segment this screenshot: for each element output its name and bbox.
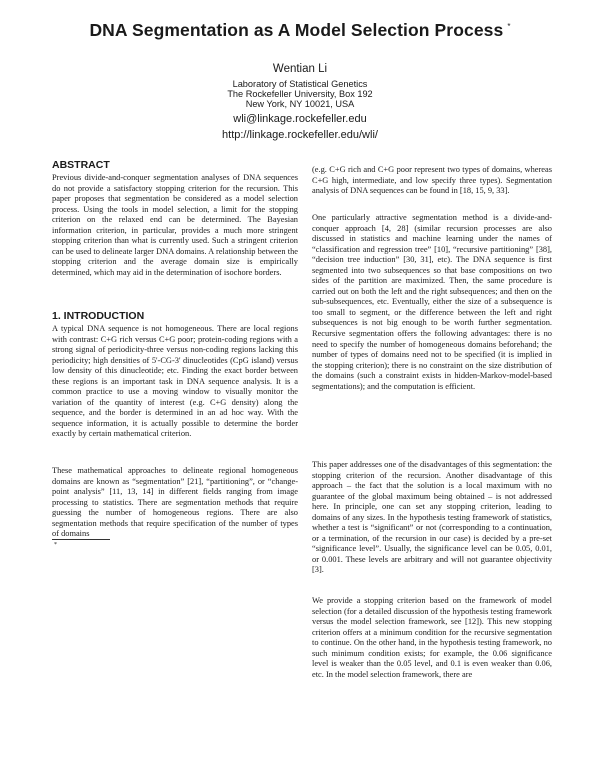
intro-paragraph-2: These mathematical approaches to delineate regional homogeneous domains are known as “segmentation” [21], “partitioning”, or “change-point analysis” [11, 13, 14] in different fields ranging from image processing to statistics. There are segmentation methods that require guessing the number of homogeneous regions. There are also segmentation methods that require specification of the number of types of domains xyxy=(52,466,298,539)
author-email[interactable]: wli@linkage.rockefeller.edu xyxy=(233,113,367,125)
right-paragraph-4: We provide a stopping criterion based on the framework of model selection (for a detailed discussion of the hypothesis testing framework versus the model selection framework, see [12]). This new stopping criterion offers at a minimum condition for the recursive segmentation to continue. On the other hand, in the hypothesis testing framework, no such minimum condition exists; for example, the 0.06 significance level is weaker than the 0.05 level, and 0.1 is even weaker than 0.06, etc. In the model selection framework, there are xyxy=(312,596,552,679)
footnote-mark: * xyxy=(54,542,57,548)
intro-heading: 1. INTRODUCTION xyxy=(52,310,145,322)
footnote-rule xyxy=(52,539,110,540)
right-paragraph-2: One particularly attractive segmentation method is a divide-and-conquer approach [4, 28] (similar recursion processes are also discussed in statistics and machine learning under the names of “classification and regression tree” [10], “recursive partitioning” [38], “decision tree induction” [30, 31], etc). The DNA sequence is first segmented into two subsequences so that base compositions on two sides of the partition are maximized. Then, the same procedure is carried out on both the left and the right subsequences; and then on the sub-subsequences, etc. Eventually, either the size of a subsequence is too small to segment, or the difference between the left and right subsequences is not big enough to be worth further segmentation. Recursive segmentation offers the following advantages: there is no need to specify the number of homogeneous domains beforehand; the number of types of domains need not to be specified (it is implied in the stopping criterion); there is no constraint on the size distribution of the domains (such a constraint exists in hidden-Markov-model-based segmentations); and the computation is efficient. xyxy=(312,213,552,391)
affiliation-line: Laboratory of Statistical Genetics xyxy=(232,79,368,89)
author-url[interactable]: http://linkage.rockefeller.edu/wli/ xyxy=(222,129,378,141)
author-name: Wentian Li xyxy=(272,63,328,75)
abstract-text: Previous divide-and-conquer segmentation analyses of DNA sequences do not provide a satisfactory stopping criterion for the recursion. This paper proposes that segmentation be considered as a model selection process. Using the tools in model selection, a limit for the stopping criterion on the relaxed end can be determined. The Bayesian information criterion, in particular, provides a much more stringent stopping criterion than what is currently used. Such a stringent criterion can be used to delineate larger DNA domains. A relationship between the stopping criterion and the average domain size is empirically determined, which may aid in the determination of isochore borders. xyxy=(52,173,298,277)
title-text: DNA Segmentation as A Model Selection Process xyxy=(89,20,504,40)
right-paragraph-1: (e.g. C+G rich and C+G poor represent two types of domains, whereas C+G high, intermediate, and low specify three types). Segmentation analysis of DNA sequences can be found in [18, 15, 9, 33]. xyxy=(312,165,552,196)
abstract-heading: ABSTRACT xyxy=(52,159,110,171)
paper-title xyxy=(0,20,600,41)
affiliation-line: New York, NY 10021, USA xyxy=(245,99,355,109)
right-paragraph-3: This paper addresses one of the disadvantages of this segmentation: the stopping criterion of the recursion. Another disadvantage of this approach – the fact that the solution is a local maximum with no guarantee of the global maximum being obtained – is not addressed here. In principle, one can set any stopping criterion, leading to domains of any sizes. In the hypothesis testing framework of statistics, whether a test is “significant” or not (corresponding to a continuation, or a termination, of the recursion in our case) is decided by a pre-set “significance level”. Usually, the significance level can be 0.05, 0.01, or 0.001. These levels are arbitrary and will not guarantee objectivity [3]. xyxy=(312,460,552,575)
intro-paragraph-1: A typical DNA sequence is not homogeneous. There are local regions with contrast: C+G rich versus C+G poor; protein-coding regions with a strong signal of periodicity-three versus non-coding regions lacking this periodicity; high densities of 5'-CG-3' dinucleotides (CpG island) versus low density of this dinucleotide; etc. Finding the exact border between these regions is an important task in DNA sequence analysis. It is a common practice to use a moving window to visually monitor the variation of the quantity of interest (e.g. C+G density) along the sequence, and the border is determined in an ad hoc way. With the sequence information, it is actually possible to determine the border exactly by certain mathematical criterion. xyxy=(52,324,298,439)
title-footnote-mark: * xyxy=(507,22,511,32)
affiliation-line: The Rockefeller University, Box 192 xyxy=(227,89,373,99)
